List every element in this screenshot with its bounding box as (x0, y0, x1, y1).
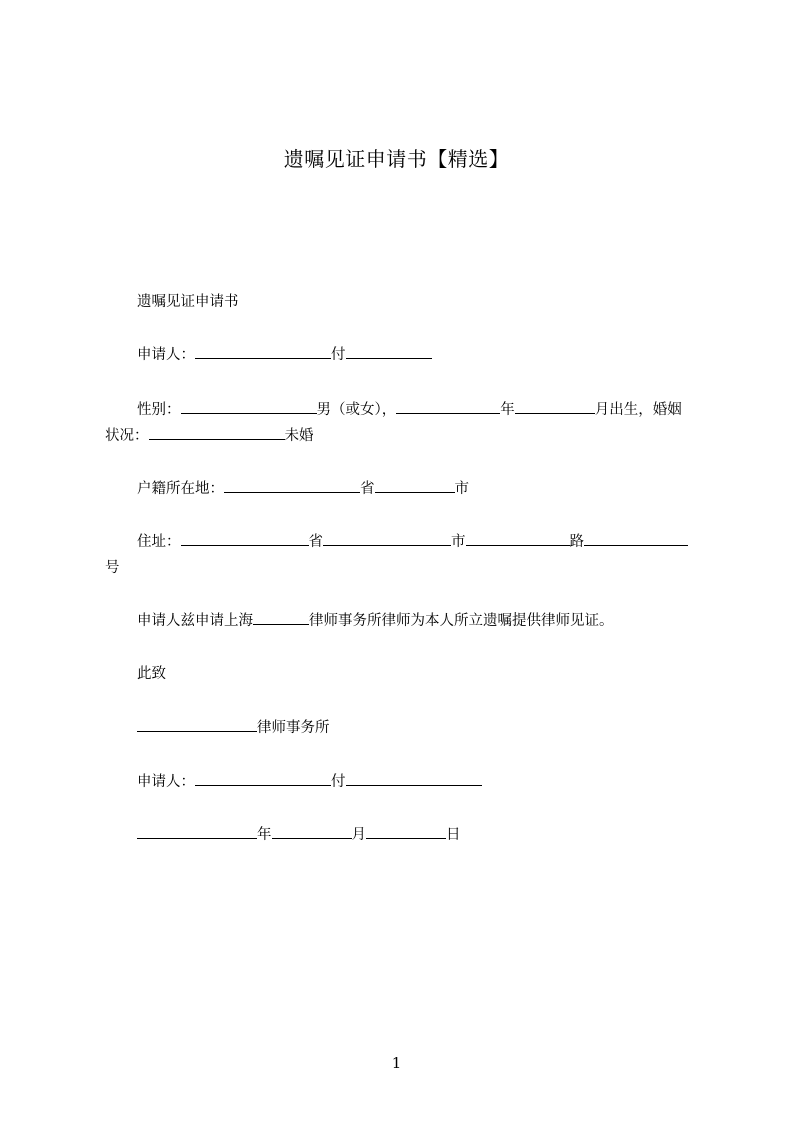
gender-text: 男（或女）， (316, 402, 397, 418)
firm-blank[interactable] (137, 716, 257, 732)
address-number-blank[interactable] (584, 530, 688, 546)
date-line (105, 823, 737, 847)
household-label: 户籍所在地： (137, 481, 224, 497)
address-road-text: 路 (569, 534, 584, 550)
applicant-mid-text: 付 (331, 347, 346, 363)
date-year-blank[interactable] (137, 823, 257, 839)
applicant-line-2 (105, 770, 737, 794)
firm-line (105, 716, 737, 740)
address-number-text: 号 (105, 560, 120, 576)
document-title: 遗嘱见证申请书【精选】 (283, 147, 510, 171)
city-text: 市 (454, 481, 469, 497)
province-text: 省 (360, 481, 375, 497)
salutation: 此致 (137, 666, 166, 682)
date-month-text: 月 (351, 827, 366, 843)
marital-value: 未婚 (284, 428, 314, 444)
gender-label: 性别： (137, 402, 181, 418)
year-text: 年 (500, 402, 515, 418)
date-year-text: 年 (257, 827, 272, 843)
address-label: 住址： (137, 534, 181, 550)
request-line (105, 609, 737, 633)
applicant-line (105, 343, 737, 367)
date-day-text: 日 (446, 827, 461, 843)
page-number: 1 (391, 1054, 402, 1072)
date-month-blank[interactable] (272, 823, 352, 839)
address-line (105, 530, 737, 554)
marital-label: 状况： (105, 428, 149, 444)
applicant-name-blank[interactable] (195, 343, 331, 359)
address-city-blank[interactable] (323, 530, 451, 546)
marital-blank[interactable] (149, 424, 285, 440)
address-road-blank[interactable] (466, 530, 570, 546)
address-line-2 (105, 556, 705, 580)
household-line (105, 477, 737, 501)
birth-year-blank[interactable] (396, 398, 500, 414)
household-city-blank[interactable] (375, 477, 455, 493)
request-text-1: 申请人兹申请上海 (137, 613, 253, 629)
gender-line (105, 398, 737, 422)
law-firm-name-blank[interactable] (253, 609, 309, 625)
address-city-text: 市 (451, 534, 466, 550)
birth-month-blank[interactable] (515, 398, 595, 414)
gender-blank[interactable] (181, 398, 317, 414)
address-province-blank[interactable] (181, 530, 309, 546)
date-day-blank[interactable] (366, 823, 446, 839)
applicant-extra-blank-2[interactable] (346, 770, 482, 786)
address-province-text: 省 (308, 534, 323, 550)
applicant-name-blank-2[interactable] (195, 770, 331, 786)
marital-line (105, 424, 705, 448)
firm-text: 律师事务所 (257, 720, 330, 736)
applicant-mid-text-2: 付 (331, 774, 346, 790)
request-text-2: 律师事务所律师为本人所立遗嘱提供律师见证。 (309, 613, 614, 629)
household-blank[interactable] (224, 477, 360, 493)
section-heading: 遗嘱见证申请书 (137, 294, 239, 310)
applicant-extra-blank[interactable] (346, 343, 432, 359)
applicant-label-2: 申请人： (137, 774, 195, 790)
birth-text: 月出生，婚姻 (594, 402, 682, 418)
applicant-label: 申请人： (137, 347, 195, 363)
